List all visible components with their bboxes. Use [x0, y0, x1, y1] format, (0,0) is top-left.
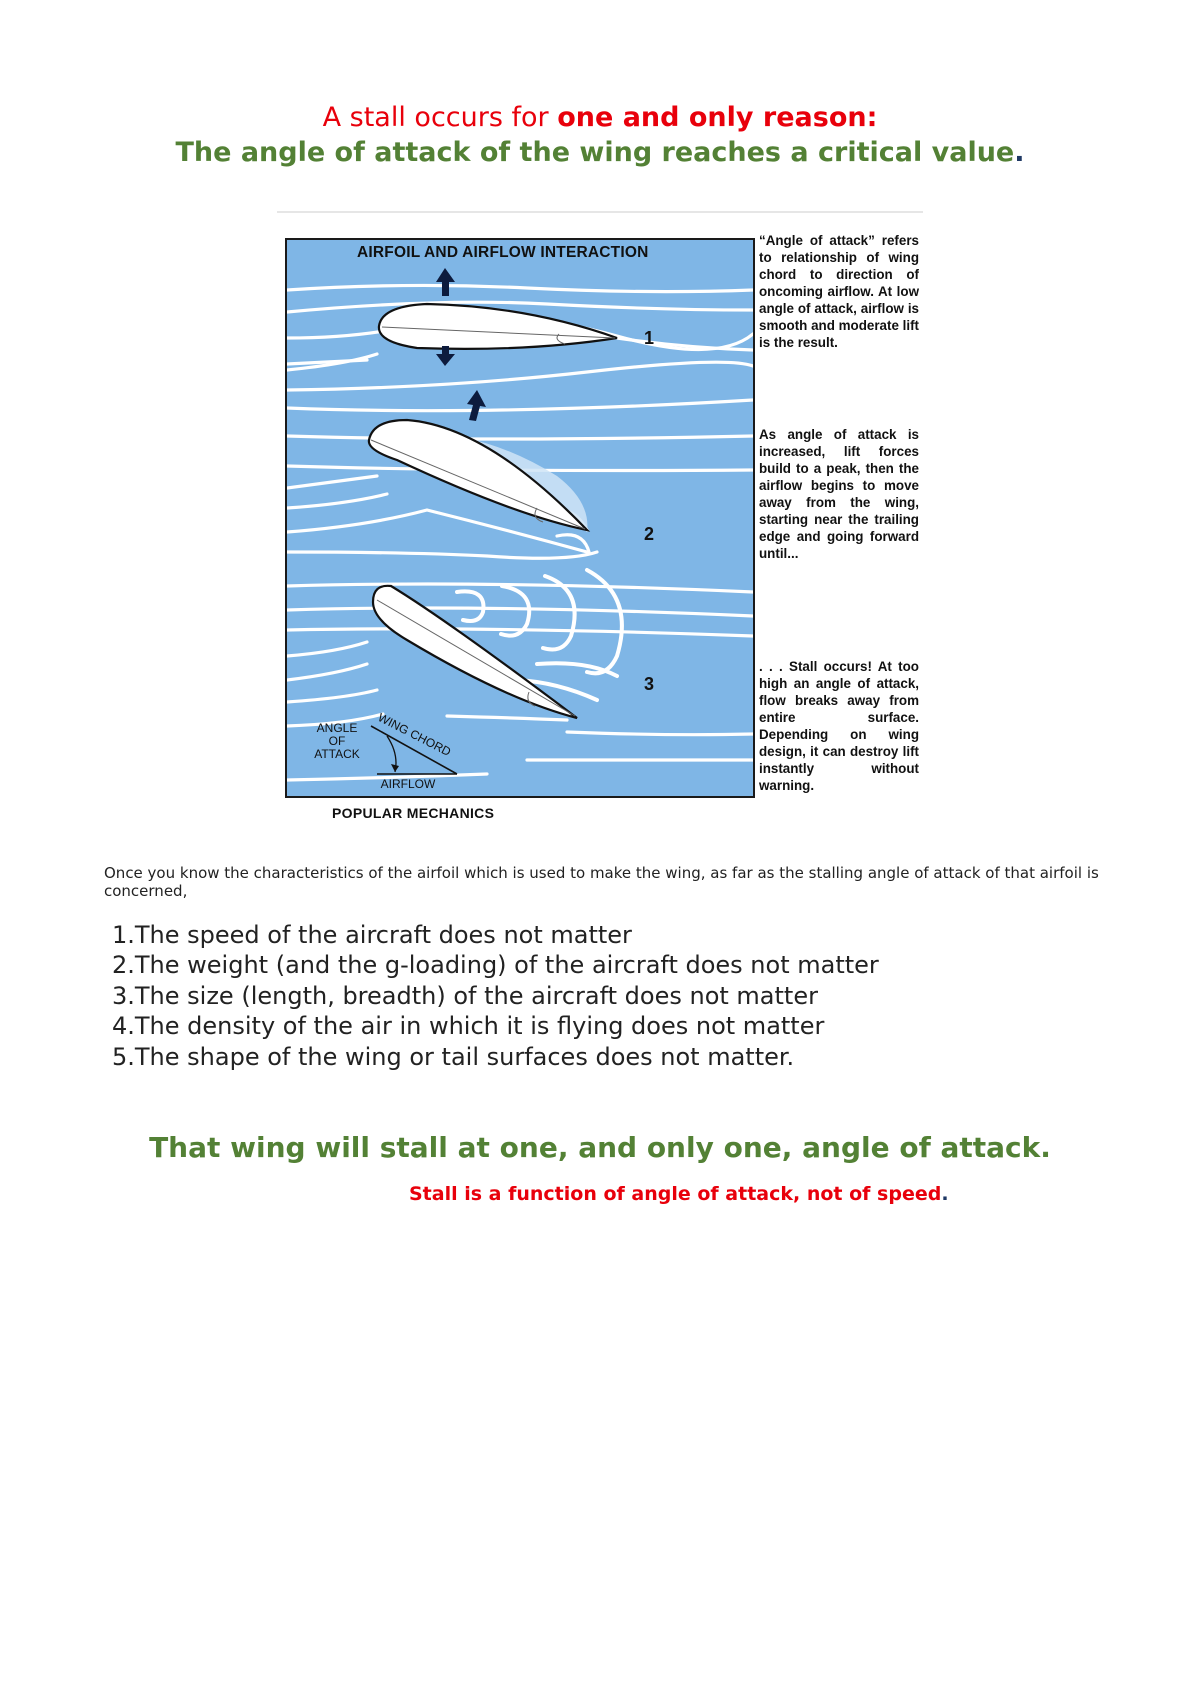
streamline [287, 302, 753, 312]
streamline [287, 360, 367, 364]
streamline [287, 552, 597, 558]
stall-note-period: . [941, 1183, 949, 1205]
angle-label-line-3: ATTACK [314, 747, 360, 761]
figure-caption-1: “Angle of attack” refers to relationship of wing chord to direction of oncoming airflow. At low angle of attack, airflow is smooth and moderate lift is the result. [759, 233, 919, 350]
heading-line-1 [0, 101, 1200, 135]
heading-regular-text: A stall occurs for [322, 102, 558, 133]
intro-paragraph: Once you know the characteristics of the airfoil which is used to make the wing, as far as the stalling angle of attack of that airfoil is concerned, [104, 864, 1099, 900]
streamline [287, 664, 367, 680]
number-2: 2 [644, 524, 655, 544]
airfoil-3 [373, 586, 577, 718]
streamline [287, 690, 377, 702]
list-item: 4.The density of the air in which it is flying does not matter [112, 1012, 825, 1041]
streamline [287, 400, 753, 411]
figure-caption-3: . . . Stall occurs! At too high an angle of attack, flow breaks away from entire surface. Depending on wing design, it can destroy lift instantly without warning. [759, 659, 919, 793]
heading-green-text: The angle of attack of the wing reaches a critical value [175, 137, 1015, 168]
list-item: 5.The shape of the wing or tail surfaces does not matter. [112, 1042, 795, 1071]
lift-arrow-1 [436, 268, 455, 296]
list-item: 3.The size (length, breadth) of the aircraft does not matter [112, 981, 818, 1010]
list-item: 1.The speed of the aircraft does not matter [112, 921, 632, 949]
figure-top-rule [277, 211, 923, 213]
stall-note-text: Stall is a function of angle of attack, not of speed [409, 1183, 942, 1205]
angle-label-line-2: OF [328, 734, 346, 748]
streamline [287, 285, 753, 291]
list-item: 2.The weight (and the g-loading) of the aircraft does not matter [112, 951, 879, 980]
airfoil-1 [379, 304, 617, 349]
streamline [567, 732, 753, 735]
diagram-title: AIRFOIL AND AIRFLOW INTERACTION [357, 244, 649, 261]
airflow-label: AIRFLOW [380, 777, 436, 791]
angle-label-line-1: ANGLE [316, 721, 358, 735]
number-3: 3 [644, 674, 655, 694]
streamline [287, 608, 753, 616]
streamline [447, 716, 567, 720]
section-numbers [644, 328, 654, 694]
streamlines [287, 285, 753, 780]
streamline [287, 436, 753, 439]
heading-bold-text: one and only reason: [557, 102, 878, 133]
airfoil-figure [277, 229, 927, 827]
figure-caption-2: As angle of attack is increased, lift forces build to a peak, then the airflow begins to move away from the wing, starting near the trailing edge and going forward until... [759, 427, 919, 561]
heading-line-2 [0, 136, 1200, 170]
streamline [287, 494, 387, 508]
stall-note [409, 1183, 949, 1205]
conclusion-heading: That wing will stall at one, and only one, angle of attack. [149, 1131, 1051, 1164]
heading-period: . [1014, 137, 1025, 168]
vortex [457, 591, 483, 621]
number-1: 1 [644, 328, 655, 348]
streamline [287, 642, 367, 656]
streamline [287, 476, 377, 488]
vortex [537, 663, 617, 676]
airfoil-diagram-art [287, 240, 753, 796]
airfoil-diagram [285, 238, 755, 798]
wing-chord-label: WING CHORD [375, 710, 454, 759]
streamline [287, 362, 753, 390]
factor-list [112, 920, 879, 1072]
figure-credit: POPULAR MECHANICS [332, 805, 495, 821]
lift-arrow-2 [467, 390, 486, 421]
